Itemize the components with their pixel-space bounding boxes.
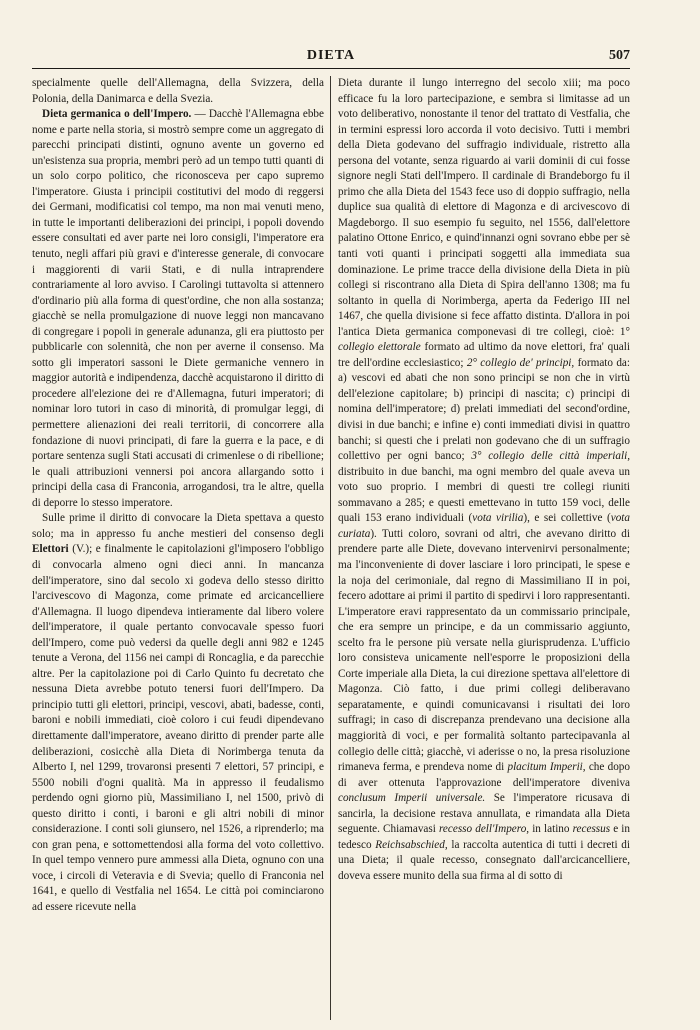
left-column: [32, 76, 324, 1020]
italic-term: vota curiata: [338, 512, 630, 540]
column-divider: [330, 76, 331, 1020]
italic-term: placitum Imperii,: [507, 761, 586, 774]
entry-body: — Dacchè l'Allemagna ebbe nome e parte nella storia, si mostrò sempre come un aggregato di parecchi principati distinti, ognuno avente un governo ed un'esistenza sua propria, membri però ad un tempo tutti quanti di un solo corpo politico, che riconosceva per capo supremo l'imperatore. Giusta i principii costitutivi del modo di reggersi dei Germani, modificatisi col tempo, ma non mai venuti meno, in tutte le importanti deliberazioni dei principi, i popoli dovendo essere consultati ed aver parte nei loro consigli, l'imperatore era tenuto, negli affari più gravi e d'interesse generale, di convocare i maggiorenti di varii Stati, e di nulla intraprendere contrariamente al loro avviso. I Carolingi tuttavolta si attennero d'ordinario più alla forma di quest'ordine, che non alla sostanza; giacchè se nella promulgazione di nuove leggi non mancavano di congregare i popoli in generale adunanza, gli era piuttosto per pubblicarle con solennità, che non per averne il consenso. Ma sotto gli imperatori sassoni le Diete germaniche vennero in maggior autorità e indipendenza, dacchè acquistarono il diritto di procedere all'elezione dei re d'Allemagna, futuri imperatori; di nominar loro tutori in caso di minorità, di promulgar leggi, di permettere alienazioni dei reali territorii, di concorrere alla fondazione di nuovi principati, di fare la guerra e la pace, e di portare sentenza sugli Stati accusati di crimenlese o di ribellione; le quali attribuzioni vennersi poi ancora allargando sotto i principi della casa di Franconia, arrogandosi, tra le altre, quella di deporre lo stesso imperatore.: [32, 108, 324, 509]
text-run: e in tedesco: [338, 823, 630, 851]
italic-term: Reichsabschied,: [375, 838, 448, 851]
italic-term: vota virilia: [472, 512, 524, 525]
italic-term: 3° collegio delle città imperiali,: [471, 450, 630, 463]
italic-term: 2° collegio de' principi,: [466, 356, 575, 369]
text-run: formato ad ultimo da nove elettori, fra' quali tre dell'ordine ecclesiastico;: [338, 341, 630, 369]
right-column: [338, 76, 630, 1020]
italic-term: recesso dell'Impero,: [438, 823, 530, 836]
italic-term: recessus: [572, 823, 611, 836]
italic-term: conclusum Imperii universale.: [338, 792, 486, 805]
cross-reference: Elettori: [32, 543, 69, 556]
paragraph-intro: specialmente quelle dell'Allemagna, della Svizzera, della Polonia, della Danimarca e della Svezia.: [32, 77, 324, 105]
text-run: ), e sei collettive (: [523, 512, 611, 525]
running-header: [32, 44, 630, 69]
text-run: che dopo di aver ottenuta l'approvazione dell'imperatore diveniva: [338, 761, 630, 789]
text-run: Se l'imperatore ricusava di sancirla, la decisione restava annullata, e rimandata alla Dieta seguente. Chiamavasi: [338, 792, 630, 836]
text-run: la raccolta autentica di tutti i decreti di una Dieta; il quale recesso, consegnato dall'arcicancelliere, doveva essere munito della sua firma al di sotto di: [338, 838, 630, 882]
entry-heading: Dieta germanica o dell'Impero.: [42, 108, 192, 121]
italic-term: collegio elettorale: [338, 341, 421, 354]
text-run: (V.); e finalmente le capitolazioni gl'imposero l'obbligo di convocarla almeno ogni dieci anni. In mancanza dell'imperatore, sino dal secolo xi godeva dello stesso diritto l'arcivescovo di Magonza, come primate ed arcicancelliere d'Allemagna. Il luogo dipendeva intieramente dal libero volere dell'imperatore, il quale pertanto convocavale spesso fuori dell'Impero, come può vedersi da quelle degli anni 982 e 1245 tenute a Verona, del 1156 nei campi di Roncaglia, e da parecchie altre. Per la capitolazione poi di Carlo Quinto fu decretato che nessuna Dieta avrebbe potuto tenersi fuori dell'Impero. Da principio tutti gli elettori, principi, vescovi, abati, badesse, conti, baroni e nobili immediati, cioè coloro i cui feudi dipendevano direttamente dall'imperatore, aveano diritto di prender parte alle deliberazioni, cosicchè alla Dieta di Norimberga tenuta da Alberto I, nel 1299, trovaronsi presenti 7 elettori, 57 principi, e 5500 nobili d'ogni qualità. Ma in appresso il feudalismo perdendo ogni giorno più, Massimiliano I, nel 1500, privò di questo diritto i conti, i baroni e gli altri nobili di minor considerazione. I conti soli giunsero, nel 1526, a riprenderlo; ma con gran pena, e sottomettendosi alla forma del voto collettivo. In quel tempo vennero pure ammessi alla Dieta, ognuno con una voce, i circoli di Veteravia e di Svevia; quello di Franconia nel 1641, e quello di Vestfalia nel 1654. Le città poi cominciarono ad essere ricevute nella: [32, 543, 324, 913]
page-number: 507: [609, 48, 630, 63]
text-run: formato da: a) vescovi ed abati che non sono principi se non che in virtù dell'elezione capitolare; b) principi di nascita; c) principi di nomina dell'imperatore; d) prelati immediati del second'ordine, divisi in due banchi; e infine e) conti immediati divisi in quattro banchi; si questi che i prelati non godevano che di un suffragio collettivo per ogni banco;: [338, 356, 630, 463]
text-run: distribuito in due banchi, ma ogni membro del quale aveva un voto suo proprio. I membri di questi tre collegi riuniti sommavano a 285; e questi emettevano in tutto 159 voci, delle quali 153 erano individuali (: [338, 465, 630, 525]
paragraph-convocation: [32, 511, 324, 915]
paragraph-dieta-germanica: [32, 107, 324, 511]
text-run: ). Tutti coloro, sovrani od altri, che avevano diritto di prendere parte alle Diete, dovevano intervenirvi personalmente; ma l'inconveniente di dover lasciare i loro principati, le spese e la noja del cerimoniale, dal regno di Massimiliano II in poi, fecero adottare ai primi il partito di spedirvi i loro rappresentanti. L'imperatore eravi rappresentato da un commissario principale, che era sempre un principe, e da un commissario aggiunto, scelto fra le persone più versate nella giurisprudenza. L'ufficio loro consisteva unicamente nell'esporre le proposizioni della Corte imperiale alla Dieta, la cui direzione spettava all'elettore di Magonza. Ciò fatto, i due primi collegi deliberavano separatamente, e quindi comunicavansi i risultati dei loro suffragi; in caso di discrepanza prendevano una decisione alla maggiorità di voci, e per formalità soltanto partecipavanla al collegio delle città; giacchè, vi aderisse o no, la presa risoluzione rimaneva ferma, e prendeva nome di: [338, 527, 630, 774]
page-title: DIETA: [306, 48, 356, 63]
text-run: in latino: [529, 823, 573, 836]
text-run: Sulle prime il diritto di convocare la Dieta spettava a questo solo; ma in appresso fu anche mestieri del consenso degli: [32, 512, 324, 540]
text-run: Dieta durante il lungo interregno del secolo xiii; ma poco efficace fu la loro partecipazione, e sembra si limitasse ad un voto deliberativo, nonostante il tenor del trattato di Vestfalia, che in termini espressi loro accorda il voto decisivo. Tutti i membri della Dieta godevano del suffragio individuale, ristretto alla persona del votante, senza riguardo ai varii dominii di cui fosse signore negli Stati dell'Impero. Il cardinale di Brandeborgo fu il primo che alla Dieta del 1543 fece uso di doppio suffragio, nella duplice sua qualità di elettore di Magonza e di arcivescovo di Magdeborgo. Il suo esempio fu seguito, nel 1556, dall'elettore palatino Ottone Enrico, e quind'innanzi ogni sovrano ebbe per sè tanti voti quanti i principati soggetti alla immediata sua dominazione. Le prime tracce della divisione della Dieta in più collegi si riscontrano alla Dieta di Spira dell'anno 1308; ma fu soltanto in quella di Norimberga, aperta da Federigo III nel 1467, che quella divisione si fece affatto distinta. D'allora in poi l'antica Dieta germanica componevasi di tre collegi, cioè: 1°: [338, 77, 630, 338]
paragraph-continued: [338, 76, 630, 884]
